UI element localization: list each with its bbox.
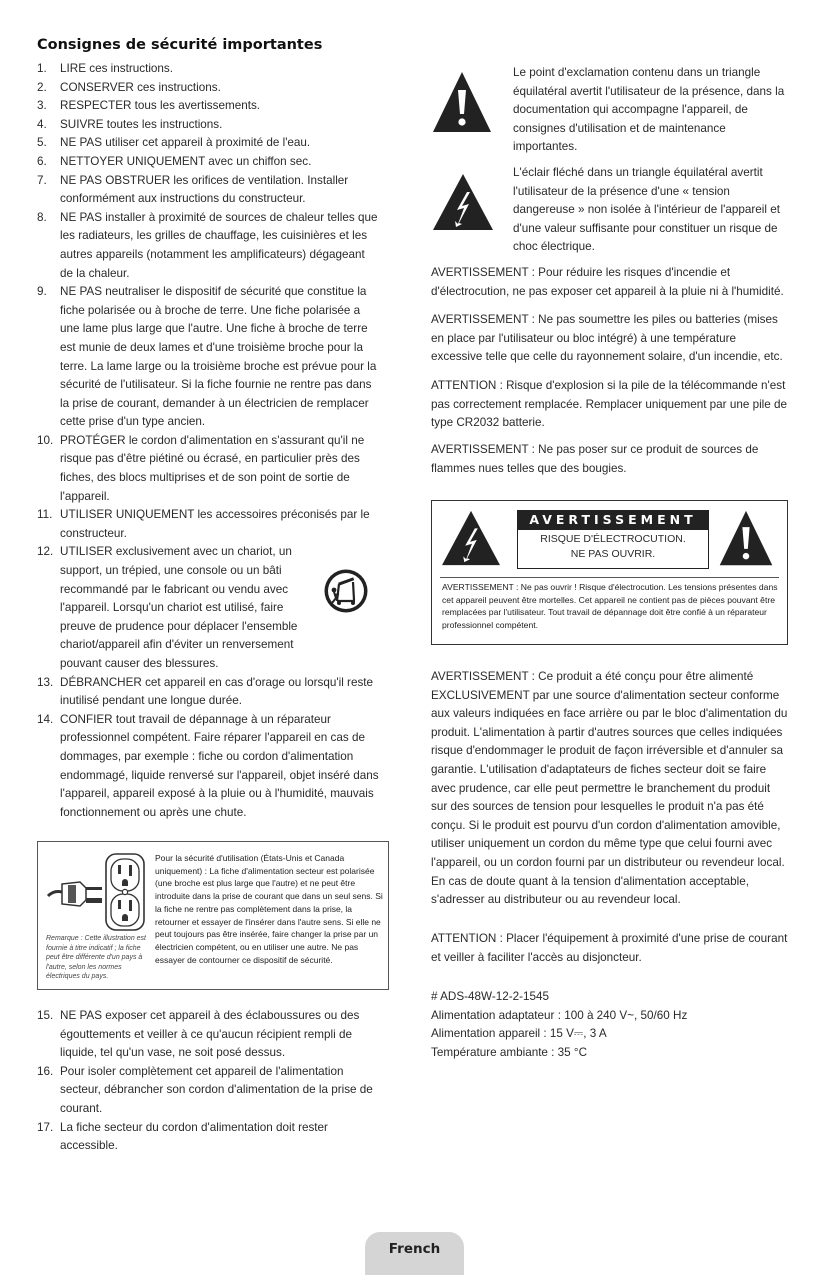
item-text: LIRE ces instructions.	[60, 62, 174, 75]
lightning-triangle-icon	[431, 172, 495, 232]
polarized-plug-notice	[37, 841, 389, 990]
exclamation-symbol-explanation	[431, 64, 791, 154]
item-text: SUIVRE toutes les instructions.	[60, 117, 223, 131]
plug-safety-text: Pour la sécurité d'utilisation (États-Unis et Canada uniquement) : La fiche d'alimentation secteur est polarisée (une broche est plus large que l'autre) et ne peut être introduite dans la prise de courant que dans un seul sens. Si la fiche ne rentre pas complètement dans la prise, la retourner et essayer de l'insérer dans l'autre sens. Si elle ne peut toujours pas être insérée, faire changer la prise par un électricien compétent, ou en utiliser une autre. Ne pas essayer de contourner ce dispositif de sécurité.	[155, 853, 383, 965]
warning-banner: AVERTISSEMENT	[517, 510, 709, 529]
list-item	[37, 432, 379, 506]
item-number: 14.	[37, 712, 54, 726]
warning-rain: AVERTISSEMENT : Pour réduire les risques d'incendie et d'électrocution, ne pas exposer cet appareil à la pluie ni à l'humidité.	[431, 266, 784, 298]
item-text: UTILISER UNIQUEMENT les accessoires préconisés par le constructeur.	[60, 508, 370, 540]
item-text: UTILISER exclusivement avec un chariot, un support, un trépied, une console ou un bâti recommandé par le fabricant ou vendu avec l'appareil. Lorsqu'un chariot est utilisé, faire preuve de prudence pour déplacer l'ensemble chariot/appareil afin d'éviter un renversement pouvant causer des blessures.	[60, 545, 298, 670]
cart-warning-icon	[323, 568, 369, 614]
power-supply-warning: AVERTISSEMENT : Ce produit a été conçu pour être alimenté EXCLUSIVEMENT par une source d'alimentation secteur conforme aux valeurs indiquées en face arrière ou par le bloc d'alimentation du produit. L'alimentation à partir d'autres sources que celles indiquées risque d'endommager le produit de façon irréversible et d'annuler sa garantie. L'utilisation d'adaptateurs de fiches secteur doit se faire avec prudence, car elle peut permettre le branchement du produit sur des sources de tension pour lesquelles le produit n'a pas été conçu. Si le produit est pourvu d'un cordon d'alimentation amovible, utiliser uniquement un cordon du même type que celui fourni avec l'appareil, ou un cordon fourni par un distributeur ou revendeur local. En cas de doute quant à la tension d'alimentation acceptable, s'adresser au distributeur ou au revendeur local.	[431, 670, 788, 907]
item-number: 4.	[37, 117, 47, 131]
language-tab: French	[365, 1232, 464, 1275]
list-item	[37, 116, 379, 135]
item-number: 6.	[37, 154, 47, 168]
exclamation-symbol-text: Le point d'exclamation contenu dans un triangle équilatéral avertit l'utilisateur de la présence, dans la documentation qui accompagne l'appareil, de consignes d'utilisation et de maintenance importantes.	[513, 66, 785, 154]
list-item	[37, 97, 379, 116]
shock-warning-box	[431, 500, 788, 645]
item-number: 16.	[37, 1064, 54, 1078]
lightning-symbol-explanation	[431, 164, 791, 254]
item-number: 5.	[37, 136, 47, 150]
warning-explosion: ATTENTION : Risque d'explosion si la pile de la télécommande n'est pas correctement remplacée. Remplacer uniquement par une pile de type CR2032 batterie.	[431, 379, 788, 430]
plug-illustration-note: Remarque : Cette illustration est fournie à titre indicatif ; la fiche peut être différente d'un pays à l'autre, selon les normes électriques du pays.	[46, 935, 146, 981]
item-text: CONFIER tout travail de dépannage à un réparateur professionnel compétent. Faire réparer l'appareil en cas de dommages, par exemple : fiche ou cordon d'alimentation endommagé, liquide renversé sur l'appareil, objet inséré dans l'appareil, appareil exposé à la pluie ou à l'humidité, mauvais fonctionnement ou après une chute.	[60, 712, 379, 819]
warning-subtitle-line1: RISQUE D'ÉLECTROCUTION.	[540, 533, 686, 545]
safety-instructions-list-continued	[37, 1007, 379, 1156]
item-number: 12.	[37, 545, 54, 559]
warning-flames: AVERTISSEMENT : Ne pas poser sur ce produit de sources de flammes nues telles que des bougies.	[431, 443, 759, 475]
item-text: NE PAS exposer cet appareil à des éclaboussures ou des égouttements et veiller à ce qu'aucun récipient rempli de liquide, tel qu'un vase, ne soit posé dessus.	[60, 1009, 360, 1060]
list-item	[37, 711, 379, 823]
item-text: NE PAS installer à proximité de sources de chaleur telles que les radiateurs, les grilles de chauffage, les cuisinières et les autres appareils (notamment les amplificateurs) dégageant de la chaleur.	[60, 210, 378, 280]
list-item	[37, 1063, 379, 1119]
item-number: 9.	[37, 285, 47, 299]
warning-box-text: AVERTISSEMENT : Ne pas ouvrir ! Risque d'électrocution. Les tensions présentes dans cet appareil peuvent être mortelles. Cet appareil ne contient pas de pièces pouvant être remplacées par l'utilisateur. Tout travail de dépannage doit être confié à un réparateur professionnel compétent.	[442, 582, 778, 630]
list-item	[37, 209, 379, 283]
divider	[440, 577, 779, 578]
item-number: 2.	[37, 80, 47, 94]
ambient-temperature: Température ambiante : 35 °C	[431, 1045, 588, 1059]
warning-batteries: AVERTISSEMENT : Ne pas soumettre les piles ou batteries (mises en place par l'utilisateur ou bloc intégré) à une température excessive telle que celle du rayonnement solaire, d'un incendie, etc.	[431, 313, 783, 364]
item-number: 17.	[37, 1120, 54, 1134]
exclamation-triangle-icon	[431, 70, 493, 134]
list-item	[37, 79, 379, 98]
exclamation-triangle-icon	[717, 509, 775, 567]
item-text: RESPECTER tous les avertissements.	[60, 99, 261, 113]
page-title: Consignes de sécurité importantes	[37, 37, 323, 53]
item-number: 7.	[37, 173, 47, 187]
device-power: Alimentation appareil : 15 V⎓, 3 A	[431, 1027, 607, 1041]
list-item	[37, 674, 379, 711]
lightning-triangle-icon	[440, 509, 502, 567]
item-number: 13.	[37, 675, 54, 689]
item-number: 11.	[37, 508, 53, 522]
list-item	[37, 60, 379, 79]
lightning-symbol-text: L'éclair fléché dans un triangle équilatéral avertit l'utilisateur de la présence d'une « tension dangereuse » non isolée à l'intérieur de l'appareil et d'une valeur suffisante pour constituer un risque de choc électrique.	[513, 166, 780, 254]
item-number: 10.	[37, 433, 54, 447]
item-text: DÉBRANCHER cet appareil en cas d'orage ou lorsqu'il reste inutilisé pendant une longue durée.	[60, 675, 374, 708]
item-text: La fiche secteur du cordon d'alimentation doit rester accessible.	[60, 1120, 328, 1153]
safety-instructions-list	[37, 60, 379, 822]
adapter-power: Alimentation adaptateur : 100 à 240 V~, 50/60 Hz	[431, 1008, 688, 1022]
model-number: # ADS-48W-12-2-1545	[431, 990, 550, 1003]
list-item	[37, 506, 379, 543]
item-text: NE PAS utiliser cet appareil à proximité de l'eau.	[60, 136, 311, 150]
item-number: 3.	[37, 99, 47, 113]
list-item	[37, 172, 379, 209]
item-text: CONSERVER ces instructions.	[60, 80, 221, 94]
item-text: NETTOYER UNIQUEMENT avec un chiffon sec.	[60, 154, 312, 168]
disconnect-attention: ATTENTION : Placer l'équipement à proximité d'une prise de courant et veiller à faciliter l'accès au disjoncteur.	[431, 932, 788, 964]
list-item	[37, 134, 379, 153]
list-item	[37, 1119, 379, 1156]
list-item	[37, 153, 379, 172]
list-item	[37, 283, 379, 432]
warning-subtitle	[517, 529, 709, 569]
item-text: PROTÉGER le cordon d'alimentation en s'assurant qu'il ne risque pas d'être piétiné ou écrasé, en particulier près des fiches, des blocs multiprises et de son point de sortie de l'appareil.	[60, 433, 365, 503]
item-number: 15.	[37, 1009, 54, 1022]
warning-subtitle-line2: NE PAS OUVRIR.	[570, 548, 656, 560]
item-text: Pour isoler complètement cet appareil de l'alimentation secteur, débrancher son cordon d'alimentation de la prise de courant.	[60, 1064, 373, 1115]
item-text: NE PAS OBSTRUER les orifices de ventilation. Installer conformément aux instructions du constructeur.	[60, 173, 349, 206]
power-specifications	[431, 988, 789, 1062]
item-number: 8.	[37, 210, 47, 224]
item-text: NE PAS neutraliser le dispositif de sécurité que constitue la fiche polarisée ou à broche de terre. Une fiche polarisée a une lame plus large que l'autre. Une fiche à broche de terre est munie de deux lames et d'une troisième broche pour la terre. La lame large ou la troisième broche est prévue pour la sécurité de l'utilisateur. Si la fiche fournie ne rentre pas dans la prise de courant, demander à un électricien de remplacer cette prise d'un type ancien.	[60, 285, 377, 429]
list-item	[37, 543, 379, 673]
item-number: 1.	[37, 62, 47, 75]
list-item	[37, 1007, 379, 1063]
